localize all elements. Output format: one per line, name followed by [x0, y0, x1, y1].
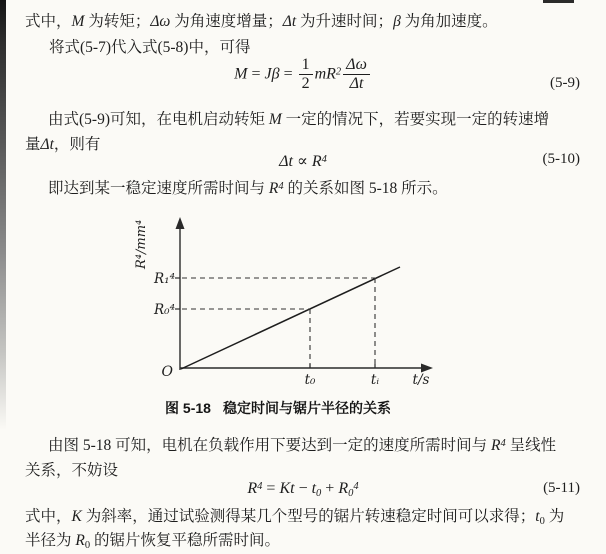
equation-5-10 [0, 151, 606, 171]
x-tick-ti-label: tᵢ [370, 372, 380, 388]
y-axis-arrow-icon [176, 217, 185, 229]
text-run: = [251, 65, 265, 83]
text-run: 由图 5-18 可知，电机在负载作用下要达到一定的速度所需时间与 [48, 437, 492, 454]
text-run: + [321, 480, 339, 497]
text-run: $\frac{\Delta\omega}{\Delta t}$ [343, 56, 370, 94]
text-run: 0 [539, 516, 545, 527]
paragraph-refers-to-figure [25, 176, 590, 201]
equation-5-9 [0, 56, 606, 94]
equation-5-11-number: (5-11) [543, 480, 580, 496]
text-run: 即达到某一稳定速度所需时间与 [48, 180, 269, 197]
x-tick-t0-label: t₀ [304, 372, 316, 388]
text-run: 2 [335, 66, 342, 78]
equation-5-9-body [234, 56, 372, 94]
text-run: 半径为 [25, 532, 76, 549]
equation-5-10-body [279, 151, 327, 171]
figure-caption [0, 398, 556, 418]
paragraph-slope-definition [25, 505, 590, 553]
text-run: 量 [25, 136, 41, 153]
text-run: K [71, 508, 82, 525]
equation-5-10-number: (5-10) [542, 151, 580, 167]
text-run: t [535, 508, 540, 525]
text-run: R [268, 180, 279, 197]
equation-5-9-number: (5-9) [550, 75, 580, 91]
text-run: 4 [257, 481, 263, 492]
text-run: ∝ [292, 153, 312, 170]
origin-label: O [161, 364, 173, 380]
text-run: 0 [316, 488, 322, 499]
text-run: − [294, 480, 312, 497]
y-axis-label: R⁴/mm⁴ [134, 219, 149, 269]
text-run: β [393, 13, 401, 30]
text-run: 0 [348, 488, 354, 499]
text-run: 4 [278, 181, 284, 192]
text-run: M [268, 111, 282, 128]
figure-5-18-chart [125, 213, 445, 397]
text-run: 为升速时间； [296, 13, 394, 30]
text-run: = [262, 480, 280, 497]
equation-5-11-body [247, 480, 358, 498]
text-run: Jβ [264, 65, 284, 83]
text-run: 式中， [25, 13, 72, 30]
text-run: 4 [353, 481, 359, 492]
text-run: t [311, 480, 317, 497]
text-run: 4 [321, 154, 327, 165]
y-tick-upper-label: R₁⁴ [154, 271, 175, 287]
text-run: 为角加速度。 [400, 13, 498, 30]
text-run: Δt [40, 136, 54, 153]
text-run: 由式(5-9)可知，在电机启动转矩 [48, 111, 269, 128]
text-run: 呈线性 [505, 437, 557, 454]
text-run: R [311, 153, 322, 170]
text-run: Δω [150, 13, 171, 30]
y-tick-lower-label: R₀⁴ [154, 302, 175, 318]
text-run: ，则有 [53, 136, 101, 153]
paragraph-symbol-definitions [25, 9, 590, 34]
text-run: 为 [544, 508, 565, 525]
text-run: R [75, 532, 85, 549]
text-run: Δt [279, 153, 293, 170]
text-run: M [71, 13, 85, 30]
paragraph-from-eq-5-9 [25, 107, 590, 157]
text-run: R [247, 480, 258, 497]
text-run: 关系，不妨设 [25, 462, 119, 479]
text-run: Δt [282, 13, 297, 30]
text-run: 4 [500, 438, 506, 449]
scan-artifact-mark [543, 0, 574, 3]
text-run: 为角速度增量； [170, 13, 283, 30]
figure-caption-number: 图 5-18 [165, 400, 211, 416]
figure-caption-text: 稳定时间与锯片半径的关系 [222, 400, 391, 416]
text-run: 为斜率，通过试验测得某几个型号的锯片转速稳定时间可以求得； [81, 508, 536, 525]
text-run: R [491, 437, 501, 454]
paragraph-from-figure [25, 433, 590, 483]
linear-relation-line [181, 267, 400, 369]
text-run: $\frac{1}{2}$ [299, 56, 313, 94]
text-run: 式中， [25, 508, 72, 525]
text-run: Kt [279, 480, 295, 497]
text-run: mR [314, 65, 336, 83]
text-run: M [234, 65, 252, 83]
text-run: 0 [84, 540, 91, 551]
text-run: 的锯片恢复平稳所需时间。 [90, 532, 280, 549]
text-run: 将式(5-7)代入式(5-8)中，可得 [49, 39, 251, 56]
equation-5-11 [0, 480, 606, 498]
text-run: 的关系如图 5-18 所示。 [283, 180, 448, 197]
text-run: 一定的情况下，若要实现一定的转速增 [281, 111, 550, 128]
x-axis-label: t/s [412, 372, 430, 388]
text-run: R [338, 480, 349, 497]
text-run: 为转矩； [84, 13, 151, 30]
text-run: = [283, 65, 297, 83]
